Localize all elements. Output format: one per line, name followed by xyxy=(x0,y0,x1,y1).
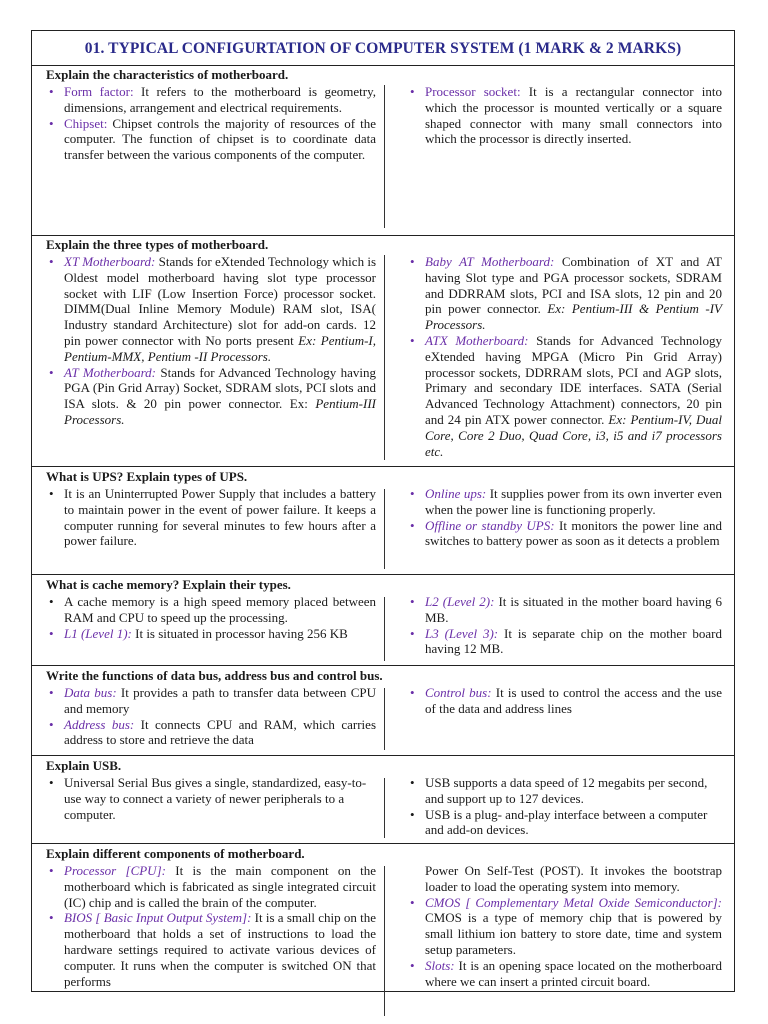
list-item: • CMOS [ Complementary Metal Oxide Semiconductor]: CMOS is a type of memory chip that is powered by small lithium ion battery to store date, time and system setup parameters. xyxy=(407,895,722,958)
left-column xyxy=(46,254,376,428)
left-column xyxy=(46,863,376,989)
right-column xyxy=(407,685,722,717)
list-item: • Control bus: It is used to control the access and the use of the data and address lines xyxy=(407,685,722,717)
column-divider xyxy=(384,597,385,661)
list-item: • ATX Motherboard: Stands for Advanced Technology eXtended having MPGA (Micro Pin Grid Array) processor sockets, DDRRAM slots, PCI and AGP slots, Primary and secondary IDE interfaces. SATA (Serial Advanced Technology Attachment) connectors, 20 pin and 24 pin ATX power connector. Ex: Pentium-IV, Dual Core, Core 2 Duo, Quad Core, i3, i5 and i7 processors etc. xyxy=(407,333,722,459)
list-item: • AT Motherboard: Stands for Advanced Technology having PGA (Pin Grid Array) Socket, SDRAM slots, PCI slots and ISA slots. & 20 pin power connector. Ex: Pentium-III Processors. xyxy=(46,365,376,428)
list-item: • It is an Uninterrupted Power Supply that includes a battery to maintain power in the event of power failure. It keeps a computer running for several minutes to few hours after a power failure. xyxy=(46,486,376,549)
right-column xyxy=(407,254,722,459)
column-divider xyxy=(384,688,385,750)
section-heading: Explain the three types of motherboard. xyxy=(46,237,269,252)
list-item: • L1 (Level 1): It is situated in processor having 256 KB xyxy=(46,626,376,642)
document-page xyxy=(31,30,735,992)
list-item: • L3 (Level 3): It is separate chip on the mother board having 12 MB. xyxy=(407,626,722,658)
list-item: • Universal Serial Bus gives a single, standardized, easy-to-use way to connect a variety of newer peripherals to a computer. xyxy=(46,775,376,822)
column-divider xyxy=(384,255,385,460)
page-title: 01. TYPICAL CONFIGURTATION OF COMPUTER SYSTEM (1 MARK & 2 MARKS) xyxy=(32,31,734,66)
section-heading: What is UPS? Explain types of UPS. xyxy=(46,469,248,484)
continued-text: Power On Self-Test (POST). It invokes the bootstrap loader to load the operating system into memory. xyxy=(425,863,722,894)
component-list xyxy=(407,895,722,990)
column-divider xyxy=(384,866,385,1016)
section-ups xyxy=(32,467,734,575)
list-item: • A cache memory is a high speed memory placed between RAM and CPU to speed up the processing. xyxy=(46,594,376,626)
list-item: • L2 (Level 2): It is situated in the mother board having 6 MB. xyxy=(407,594,722,626)
section-heading: What is cache memory? Explain their types. xyxy=(46,577,291,592)
list-item: • Offline or standby UPS: It monitors the power line and switches to battery power as soon as it detects a problem xyxy=(407,518,722,550)
section-cache xyxy=(32,575,734,666)
section-components xyxy=(32,844,734,1024)
right-column xyxy=(407,775,722,838)
section-heading: Explain the characteristics of motherboard. xyxy=(46,67,289,82)
right-column xyxy=(407,84,722,147)
section-types xyxy=(32,236,734,467)
list-item: • Baby AT Motherboard: Combination of XT and AT having Slot type and PGA processor sockets, SDRAM and DDRRAM slots, PCI and ISA slots, 12 pin and 20 pin power connector. Ex: Pentium-III & Pentium -IV Processors. xyxy=(407,254,722,333)
right-column xyxy=(407,594,722,657)
list-item: • Processor socket: It is a rectangular connector into which the processor is mounted vertically or a square shaped connector with many small connectors into which the processor is directly inserted. xyxy=(407,84,722,147)
column-divider xyxy=(384,85,385,228)
list-item: • Slots: It is an opening space located on the motherboard where we can insert a printed circuit board. xyxy=(407,958,722,990)
section-heading: Write the functions of data bus, address bus and control bus. xyxy=(46,668,383,683)
left-column xyxy=(46,685,376,748)
right-column xyxy=(407,863,722,989)
list-item: • Address bus: It connects CPU and RAM, which carries address to store and retrieve the data xyxy=(46,717,376,749)
section-heading: Explain USB. xyxy=(46,758,122,773)
list-item: • USB is a plug- and-play interface between a computer and add-on devices. xyxy=(407,807,722,839)
left-column xyxy=(46,594,376,641)
right-column xyxy=(407,486,722,549)
list-item: • Processor [CPU]: It is the main component on the motherboard which is fabricated as single integrated circuit (IC) chip and is called the brain of the computer. xyxy=(46,863,376,910)
list-item: • Form factor: It refers to the motherboard is geometry, dimensions, arrangement and electrical requirements. xyxy=(46,84,376,116)
list-item: • Online ups: It supplies power from its own inverter even when the power line is functioning properly. xyxy=(407,486,722,518)
section-characteristics xyxy=(32,66,734,236)
column-divider xyxy=(384,778,385,838)
left-column xyxy=(46,486,376,549)
list-item: • Chipset: Chipset controls the majority of resources of the computer. The function of chipset is to coordinate data transfer between the various components of the computer. xyxy=(46,116,376,163)
section-usb xyxy=(32,756,734,844)
section-bus xyxy=(32,666,734,756)
left-column xyxy=(46,775,376,822)
left-column xyxy=(46,84,376,163)
list-item: • BIOS [ Basic Input Output System]: It is a small chip on the motherboard that holds a set of instructions to load the hardware settings required to activate various devices of computer. It runs when the computer is switched ON that performs xyxy=(46,910,376,989)
list-item: • USB supports a data speed of 12 megabits per second, and support up to 127 devices. xyxy=(407,775,722,807)
list-item: • Data bus: It provides a path to transfer data between CPU and memory xyxy=(46,685,376,717)
column-divider xyxy=(384,489,385,569)
section-heading: Explain different components of motherboard. xyxy=(46,846,305,861)
list-item: • XT Motherboard: Stands for eXtended Technology which is Oldest model motherboard having slot type processor socket with LIF (Low Insertion Force) processor socket. DIMM(Dual Inline Memory Module) RAM slot, ISA( Industry standard Architecture) slot for add-on cards. 12 pin power connector with No ports present Ex: Pentium-I, Pentium-MMX, Pentium -II Processors. xyxy=(46,254,376,365)
